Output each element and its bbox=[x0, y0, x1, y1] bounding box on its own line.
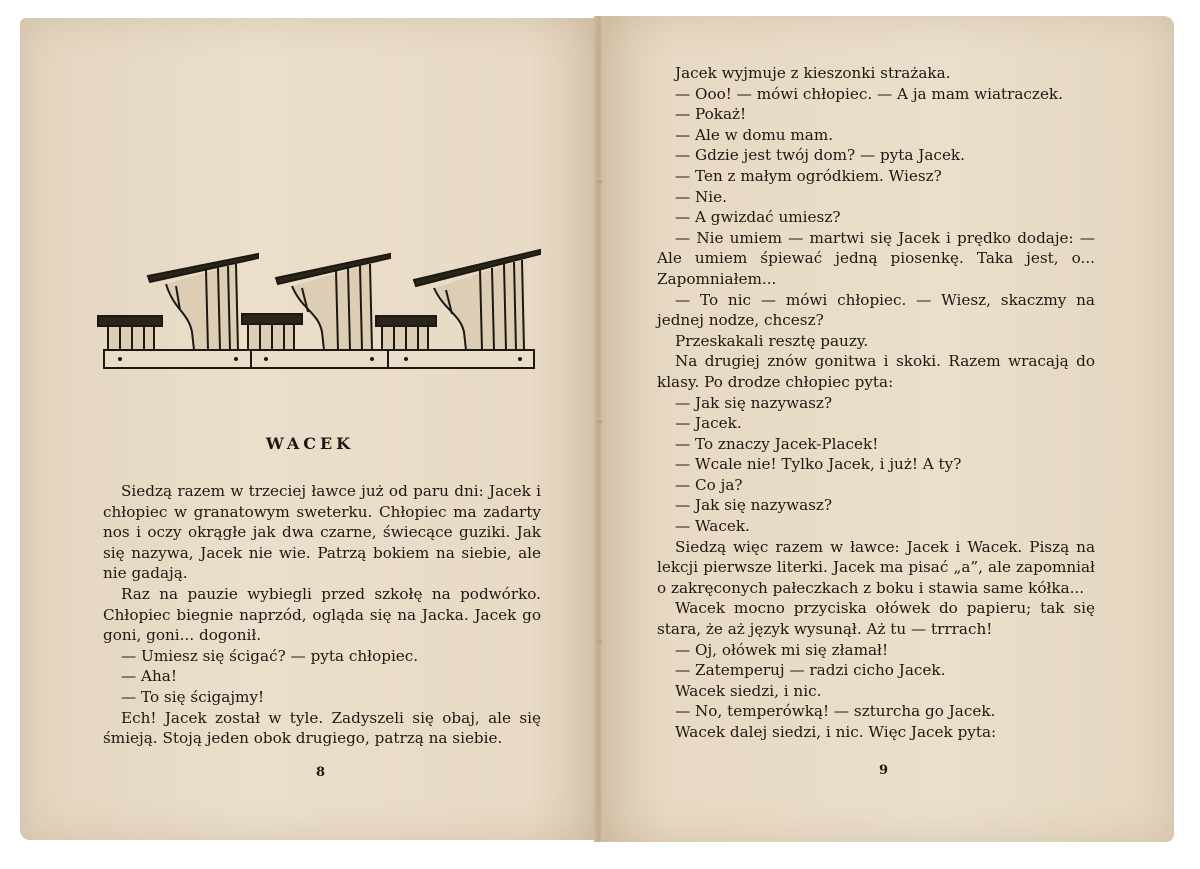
paragraph: Jacek wyjmuje z kieszonki strażaka. bbox=[675, 64, 951, 82]
paragraph: — Wcale nie! Tylko Jacek, i już! A ty? bbox=[675, 455, 962, 474]
paragraph: — Jak się nazywasz? bbox=[675, 496, 833, 515]
paragraph: — Pokaż! bbox=[675, 105, 747, 124]
paragraph: — Jacek. bbox=[675, 414, 742, 433]
paragraph: — Nie. bbox=[675, 187, 727, 206]
page-number: 8 bbox=[316, 765, 326, 780]
paragraph: — Ooo! — mówi chłopiec. — A ja mam wiatraczek. bbox=[675, 84, 1063, 103]
school-desks-illustration bbox=[96, 240, 546, 375]
paragraph: Wacek dalej siedzi, i nic. Więc Jacek pyta: bbox=[675, 723, 997, 741]
paragraph: — Aha! bbox=[121, 667, 177, 686]
paragraph: — To się ścigajmy! bbox=[121, 687, 265, 706]
paragraph: — To znaczy Jacek-Placek! bbox=[675, 434, 879, 453]
paragraph: Ech! Jacek został w tyle. Zadyszeli się obaj, ale się śmieją. Stoją jeden obok drugiego, patrzą na siebie. bbox=[103, 708, 541, 748]
page-number: 9 bbox=[879, 763, 889, 778]
paragraph: — Wacek. bbox=[675, 517, 750, 536]
paragraph: — Zatemperuj — radzi cicho Jacek. bbox=[675, 661, 946, 680]
paragraph: — Ale w domu mam. bbox=[675, 125, 834, 144]
left-page-text bbox=[103, 481, 541, 749]
paragraph: Siedzą więc razem w ławce: Jacek i Wacek. Piszą na lekcji pierwsze literki. Jacek ma pisać „a”, ale zapomniał o zakręconych pałeczkach z boku i stawia same kółka... bbox=[657, 537, 1095, 597]
book-spine bbox=[594, 16, 604, 842]
paragraph: — No, temperówką! — szturcha go Jacek. bbox=[675, 702, 996, 721]
paragraph: Raz na pauzie wybiegli przed szkołę na podwórko. Chłopiec biegnie naprzód, ogląda się na Jacka. Jacek go goni, goni... dogonił. bbox=[103, 584, 541, 645]
staple bbox=[596, 180, 602, 183]
paragraph: — Co ja? bbox=[675, 475, 743, 494]
paragraph: Siedzą razem w trzeciej ławce już od paru dni: Jacek i chłopiec w granatowym sweterku. Chłopiec ma zadarty nos i oczy okrągłe jak dwa czarne, świecące guziki. Jak się nazywa, Jacek nie wie. Patrzą bokiem na siebie, ale nie gadają. bbox=[103, 482, 541, 583]
chapter-title: WACEK bbox=[265, 434, 355, 453]
staple bbox=[596, 420, 602, 423]
paragraph: — A gwizdać umiesz? bbox=[675, 208, 841, 227]
paragraph: — Gdzie jest twój dom? — pyta Jacek. bbox=[675, 146, 965, 165]
paragraph: Wacek mocno przyciska ołówek do papieru; tak się stara, że aż język wysunął. Aż tu — trrrach! bbox=[657, 599, 1095, 639]
staple bbox=[596, 640, 602, 643]
right-page-text bbox=[657, 63, 1095, 743]
paragraph: — To nic — mówi chłopiec. — Wiesz, skaczmy na jednej nodze, chcesz? bbox=[657, 290, 1095, 330]
paragraph: — Ten z małym ogródkiem. Wiesz? bbox=[675, 166, 942, 185]
paragraph: Przeskakali resztę pauzy. bbox=[675, 331, 869, 350]
paragraph: — Umiesz się ścigać? — pyta chłopiec. bbox=[121, 646, 419, 665]
paragraph: Na drugiej znów gonitwa i skoki. Razem wracają do klasy. Po drodze chłopiec pyta: bbox=[657, 352, 1095, 391]
paragraph: — Oj, ołówek mi się złamał! bbox=[675, 640, 889, 659]
paragraph: — Nie umiem — martwi się Jacek i prędko dodaje: — Ale umiem śpiewać jedną piosenkę. Taka jest, o... Zapomniałem... bbox=[657, 228, 1095, 288]
paragraph: Wacek siedzi, i nic. bbox=[675, 681, 822, 700]
paragraph: — Jak się nazywasz? bbox=[675, 393, 833, 412]
